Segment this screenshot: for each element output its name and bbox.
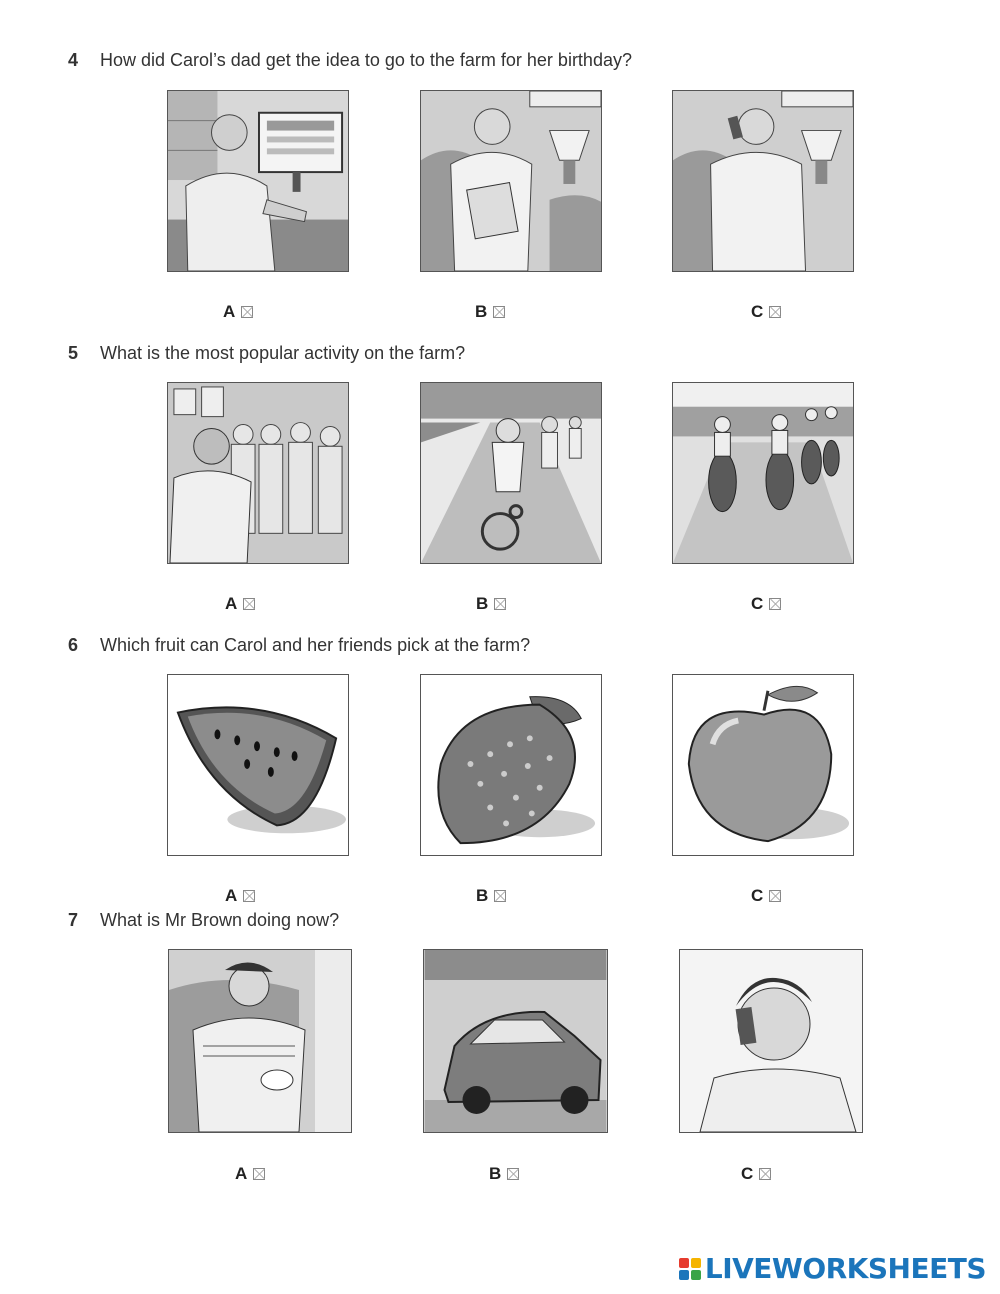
question-text: How did Carol’s dad get the idea to go to the farm for her birthday? — [100, 50, 632, 70]
question-7 — [68, 910, 339, 931]
option-label: B — [476, 594, 489, 613]
picture-4a-man-at-computer — [167, 90, 349, 272]
option-6a[interactable] — [225, 886, 255, 906]
option-7a[interactable] — [235, 1164, 265, 1184]
logo-square-yellow — [691, 1258, 701, 1268]
option-label: C — [751, 302, 764, 321]
option-5c[interactable] — [751, 594, 781, 614]
question-5 — [68, 343, 465, 364]
option-label: B — [476, 886, 489, 905]
option-7b[interactable] — [489, 1164, 519, 1184]
picture-5c-horse-riding — [672, 382, 854, 564]
option-label: B — [489, 1164, 502, 1183]
logo-square-blue — [679, 1270, 689, 1280]
option-5a[interactable] — [225, 594, 255, 614]
option-6b[interactable] — [476, 886, 506, 906]
option-label: A — [225, 886, 238, 905]
checkbox[interactable] — [493, 306, 505, 318]
picture-7b-driving-car — [423, 949, 608, 1133]
checkbox[interactable] — [253, 1168, 265, 1180]
picture-6b-strawberry — [420, 674, 602, 856]
logo-mark-icon — [679, 1258, 701, 1280]
option-label: C — [751, 886, 764, 905]
question-number: 7 — [68, 910, 79, 930]
logo-square-red — [679, 1258, 689, 1268]
logo-text: LIVEWORKSHEETS — [704, 1252, 986, 1285]
option-4a[interactable] — [223, 302, 253, 322]
picture-6a-watermelon — [167, 674, 349, 856]
option-4c[interactable] — [751, 302, 781, 322]
option-label: C — [751, 594, 764, 613]
question-4 — [68, 50, 632, 71]
checkbox[interactable] — [494, 890, 506, 902]
option-4b[interactable] — [475, 302, 505, 322]
option-label: A — [223, 302, 236, 321]
checkbox[interactable] — [243, 890, 255, 902]
picture-5b-cycling — [420, 382, 602, 564]
option-7c[interactable] — [741, 1164, 771, 1184]
picture-7c-man-on-mobile — [679, 949, 863, 1133]
option-label: A — [235, 1164, 248, 1183]
checkbox[interactable] — [769, 890, 781, 902]
liveworksheets-logo[interactable] — [679, 1252, 986, 1285]
question-number: 4 — [68, 50, 79, 70]
checkbox[interactable] — [507, 1168, 519, 1180]
checkbox[interactable] — [769, 598, 781, 610]
option-label: B — [475, 302, 488, 321]
checkbox[interactable] — [241, 306, 253, 318]
logo-square-green — [691, 1270, 701, 1280]
question-number: 6 — [68, 635, 79, 655]
option-6c[interactable] — [751, 886, 781, 906]
checkbox[interactable] — [494, 598, 506, 610]
checkbox[interactable] — [769, 306, 781, 318]
option-label: A — [225, 594, 238, 613]
checkbox[interactable] — [759, 1168, 771, 1180]
picture-4c-man-on-phone — [672, 90, 854, 272]
option-5b[interactable] — [476, 594, 506, 614]
option-label: C — [741, 1164, 754, 1183]
picture-5a-group-class — [167, 382, 349, 564]
checkbox[interactable] — [243, 598, 255, 610]
picture-4b-man-reading-magazine — [420, 90, 602, 272]
picture-7a-man-drinking-tea — [168, 949, 352, 1133]
picture-6c-apple — [672, 674, 854, 856]
question-number: 5 — [68, 343, 79, 363]
question-text: Which fruit can Carol and her friends pick at the farm? — [100, 635, 531, 655]
question-text: What is the most popular activity on the farm? — [100, 343, 466, 363]
question-6 — [68, 635, 530, 656]
question-text: What is Mr Brown doing now? — [100, 910, 340, 930]
